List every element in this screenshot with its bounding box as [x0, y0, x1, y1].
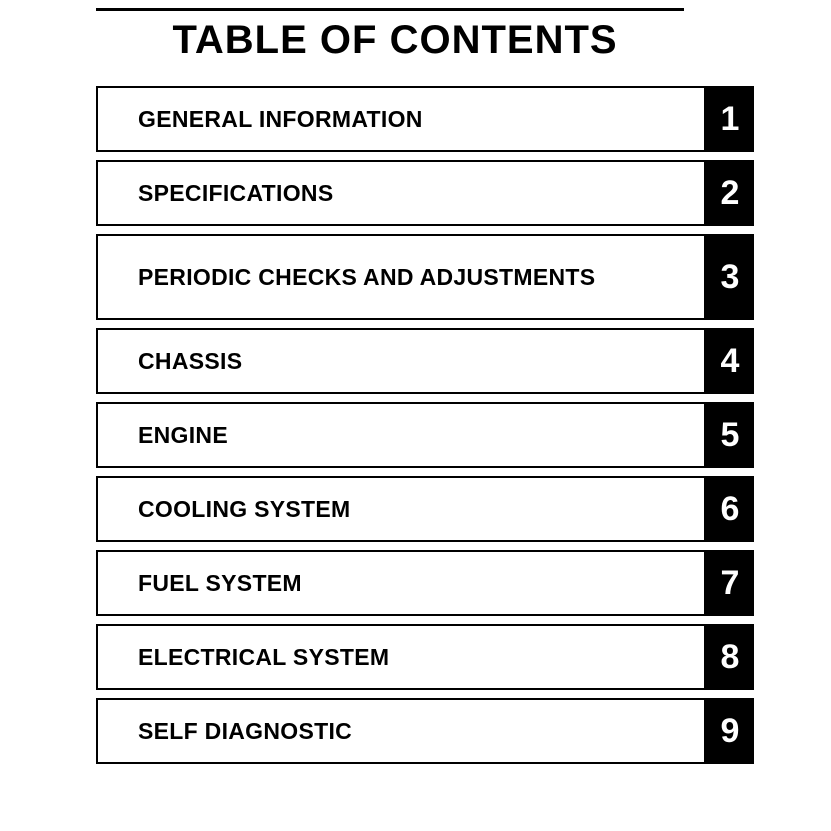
- toc-entry-label-box[interactable]: [96, 160, 706, 226]
- toc-entry[interactable]: [96, 86, 754, 152]
- toc-entry-label: GENERAL INFORMATION: [138, 105, 423, 132]
- toc-entry-label: ELECTRICAL SYSTEM: [138, 643, 390, 670]
- toc-entry-number[interactable]: 5: [706, 402, 754, 468]
- toc-entry[interactable]: [96, 476, 754, 542]
- toc-entry-label: CHASSIS: [138, 347, 243, 374]
- toc-entry[interactable]: [96, 698, 754, 764]
- toc-entry-number[interactable]: 4: [706, 328, 754, 394]
- toc-entry-number[interactable]: 9: [706, 698, 754, 764]
- toc-entry-number[interactable]: 3: [706, 234, 754, 320]
- toc-entry-label: SELF DIAGNOSTIC: [138, 717, 353, 744]
- page-title: TABLE OF CONTENTS: [172, 18, 618, 62]
- toc-entry-label: COOLING SYSTEM: [138, 495, 351, 522]
- header-rule: [96, 8, 684, 11]
- toc-entry[interactable]: [96, 328, 754, 394]
- toc-entry[interactable]: [96, 624, 754, 690]
- toc-entry-label: PERIODIC CHECKS AND ADJUSTMENTS: [138, 263, 596, 290]
- table-of-contents-list: [96, 86, 754, 772]
- toc-entry[interactable]: [96, 550, 754, 616]
- toc-entry-number[interactable]: 6: [706, 476, 754, 542]
- toc-entry[interactable]: [96, 234, 754, 320]
- toc-entry-label-box[interactable]: [96, 698, 706, 764]
- toc-entry-number[interactable]: 2: [706, 160, 754, 226]
- toc-entry-label: FUEL SYSTEM: [138, 569, 302, 596]
- toc-entry-label: SPECIFICATIONS: [138, 179, 334, 206]
- toc-entry-label-box[interactable]: [96, 476, 706, 542]
- toc-entry-number[interactable]: 7: [706, 550, 754, 616]
- toc-entry-label-box[interactable]: [96, 402, 706, 468]
- toc-entry-label-box[interactable]: [96, 234, 706, 320]
- toc-entry-label-box[interactable]: [96, 86, 706, 152]
- toc-entry-number[interactable]: 1: [706, 86, 754, 152]
- toc-entry-number[interactable]: 8: [706, 624, 754, 690]
- toc-entry-label-box[interactable]: [96, 624, 706, 690]
- toc-entry-label: ENGINE: [138, 421, 228, 448]
- toc-entry[interactable]: [96, 160, 754, 226]
- toc-entry-label-box[interactable]: [96, 328, 706, 394]
- toc-entry[interactable]: [96, 402, 754, 468]
- toc-entry-label-box[interactable]: [96, 550, 706, 616]
